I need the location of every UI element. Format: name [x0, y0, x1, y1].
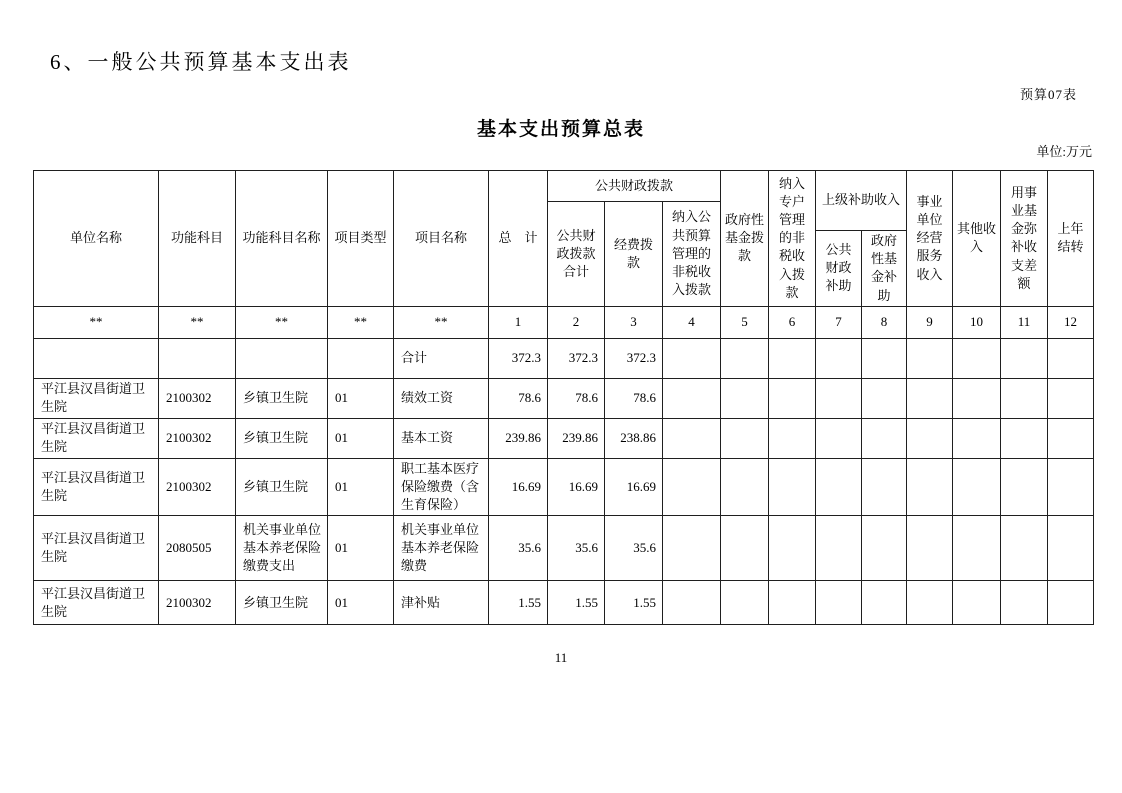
table-cell: 津补贴	[394, 581, 489, 625]
table-cell	[907, 458, 953, 516]
table-cell	[907, 516, 953, 581]
col-header-nontax-into-budget: 纳入公共预算管理的非税收入拨款	[663, 202, 721, 307]
table-cell	[34, 338, 159, 378]
table-cell	[953, 581, 1001, 625]
table-cell	[907, 338, 953, 378]
table-cell	[1001, 581, 1048, 625]
table-cell: 238.86	[605, 418, 663, 458]
table-cell	[663, 581, 721, 625]
table-row	[34, 378, 1094, 418]
index-cell: 10	[953, 306, 1001, 338]
table-cell	[953, 458, 1001, 516]
table-cell	[816, 458, 862, 516]
index-cell: 1	[489, 306, 548, 338]
table-cell	[769, 338, 816, 378]
col-header-govt-fund-subsidy: 政府性基金补助	[862, 231, 907, 307]
table-cell: 2100302	[159, 378, 236, 418]
budget-table	[33, 170, 1094, 625]
table-cell: 1.55	[489, 581, 548, 625]
table-cell: 1.55	[605, 581, 663, 625]
index-cell: **	[328, 306, 394, 338]
table-cell	[663, 516, 721, 581]
table-cell	[236, 338, 328, 378]
col-group-superior-subsidy: 上级补助收入	[816, 171, 907, 231]
col-group-public-finance: 公共财政拨款	[548, 171, 721, 202]
header-row-1	[34, 171, 1094, 202]
index-cell: 12	[1048, 306, 1094, 338]
table-cell	[769, 458, 816, 516]
table-cell: 平江县汉昌街道卫生院	[34, 378, 159, 418]
index-cell: 4	[663, 306, 721, 338]
col-header-project-type: 项目类型	[328, 171, 394, 307]
col-header-public-finance-subsidy: 公共财政补助	[816, 231, 862, 307]
form-number-label: 预算07表	[1019, 87, 1077, 102]
table-cell	[816, 418, 862, 458]
col-header-other-income: 其他收入	[953, 171, 1001, 307]
col-header-unit-name: 单位名称	[34, 171, 159, 307]
table-cell: 78.6	[605, 378, 663, 418]
table-cell	[862, 516, 907, 581]
table-cell	[862, 378, 907, 418]
table-cell: 乡镇卫生院	[236, 378, 328, 418]
table-cell: 2100302	[159, 458, 236, 516]
col-header-total: 总 计	[489, 171, 548, 307]
table-cell	[721, 338, 769, 378]
table-cell: 01	[328, 418, 394, 458]
table-row	[34, 418, 1094, 458]
table-cell: 平江县汉昌街道卫生院	[34, 458, 159, 516]
col-header-carryover: 上年结转	[1048, 171, 1094, 307]
table-cell	[769, 581, 816, 625]
table-cell: 机关事业单位基本养老保险缴费	[394, 516, 489, 581]
table-cell	[663, 418, 721, 458]
table-cell	[862, 418, 907, 458]
table-cell	[721, 581, 769, 625]
table-cell	[721, 458, 769, 516]
table-cell: 乡镇卫生院	[236, 581, 328, 625]
index-cell: **	[236, 306, 328, 338]
col-header-fund-offset: 用事业基金弥补收支差额	[1001, 171, 1048, 307]
table-cell	[816, 516, 862, 581]
table-cell	[663, 338, 721, 378]
table-cell	[328, 338, 394, 378]
table-cell	[816, 581, 862, 625]
index-cell: 9	[907, 306, 953, 338]
table-cell	[1048, 338, 1094, 378]
col-header-function-code: 功能科目	[159, 171, 236, 307]
table-cell: 372.3	[548, 338, 605, 378]
table-cell	[1048, 516, 1094, 581]
table-cell	[816, 338, 862, 378]
table-cell	[1048, 378, 1094, 418]
index-cell: 7	[816, 306, 862, 338]
table-cell: 乡镇卫生院	[236, 418, 328, 458]
table-cell: 2080505	[159, 516, 236, 581]
index-cell: 6	[769, 306, 816, 338]
table-cell	[862, 458, 907, 516]
table-cell: 16.69	[489, 458, 548, 516]
unit-label: 单位:万元	[1036, 144, 1092, 159]
index-cell: **	[34, 306, 159, 338]
table-row	[34, 338, 1094, 378]
table-cell	[663, 378, 721, 418]
table-cell	[953, 418, 1001, 458]
table-cell: 239.86	[489, 418, 548, 458]
index-cell: 5	[721, 306, 769, 338]
table-cell	[1001, 418, 1048, 458]
table-cell: 01	[328, 458, 394, 516]
table-cell: 平江县汉昌街道卫生院	[34, 581, 159, 625]
table-cell	[1001, 338, 1048, 378]
table-cell: 239.86	[548, 418, 605, 458]
table-cell: 35.6	[548, 516, 605, 581]
table-cell	[907, 581, 953, 625]
index-cell: 2	[548, 306, 605, 338]
col-header-govt-fund: 政府性基金拨款	[721, 171, 769, 307]
table-cell	[769, 418, 816, 458]
col-header-public-finance-total: 公共财政拨款合计	[548, 202, 605, 307]
table-cell	[953, 378, 1001, 418]
table-cell	[907, 418, 953, 458]
table-cell	[953, 516, 1001, 581]
table-cell	[1048, 458, 1094, 516]
table-cell: 合计	[394, 338, 489, 378]
table-cell	[1001, 458, 1048, 516]
col-header-operation-income: 事业单位经营服务收入	[907, 171, 953, 307]
table-cell: 78.6	[489, 378, 548, 418]
table-cell	[159, 338, 236, 378]
table-cell: 01	[328, 581, 394, 625]
table-cell	[862, 338, 907, 378]
col-header-project-name: 项目名称	[394, 171, 489, 307]
table-cell	[769, 378, 816, 418]
page-number: 11	[554, 650, 568, 665]
table-cell	[862, 581, 907, 625]
table-row	[34, 516, 1094, 581]
table-row	[34, 581, 1094, 625]
table-cell	[663, 458, 721, 516]
table-cell: 2100302	[159, 418, 236, 458]
column-index-row	[34, 306, 1094, 338]
index-cell: 11	[1001, 306, 1048, 338]
table-cell	[1001, 516, 1048, 581]
table-cell: 35.6	[489, 516, 548, 581]
table-cell	[1048, 418, 1094, 458]
table-cell	[721, 378, 769, 418]
table-row	[34, 458, 1094, 516]
col-header-nontax-special: 纳入专户管理的非税收入拨款	[769, 171, 816, 307]
index-cell: 8	[862, 306, 907, 338]
table-cell: 01	[328, 516, 394, 581]
section-heading: 6、一般公共预算基本支出表	[50, 50, 352, 74]
index-cell: 3	[605, 306, 663, 338]
index-cell: **	[159, 306, 236, 338]
table-cell: 01	[328, 378, 394, 418]
table-cell: 平江县汉昌街道卫生院	[34, 418, 159, 458]
col-header-fee-allocation: 经费拨款	[605, 202, 663, 307]
table-cell: 平江县汉昌街道卫生院	[34, 516, 159, 581]
table-cell: 372.3	[489, 338, 548, 378]
table-cell: 乡镇卫生院	[236, 458, 328, 516]
table-cell: 职工基本医疗保险缴费（含生育保险）	[394, 458, 489, 516]
table-cell	[769, 516, 816, 581]
table-cell: 16.69	[605, 458, 663, 516]
table-cell: 1.55	[548, 581, 605, 625]
table-title: 基本支出预算总表	[476, 119, 645, 140]
table-cell	[721, 516, 769, 581]
table-cell: 372.3	[605, 338, 663, 378]
table-cell: 78.6	[548, 378, 605, 418]
table-cell	[721, 418, 769, 458]
table-cell: 绩效工资	[394, 378, 489, 418]
table-cell	[1001, 378, 1048, 418]
table-cell	[816, 378, 862, 418]
table-cell: 机关事业单位基本养老保险缴费支出	[236, 516, 328, 581]
table-cell	[907, 378, 953, 418]
table-cell: 35.6	[605, 516, 663, 581]
table-cell: 2100302	[159, 581, 236, 625]
table-cell: 16.69	[548, 458, 605, 516]
index-cell: **	[394, 306, 489, 338]
col-header-function-name: 功能科目名称	[236, 171, 328, 307]
table-cell	[1048, 581, 1094, 625]
table-cell: 基本工资	[394, 418, 489, 458]
table-cell	[953, 338, 1001, 378]
